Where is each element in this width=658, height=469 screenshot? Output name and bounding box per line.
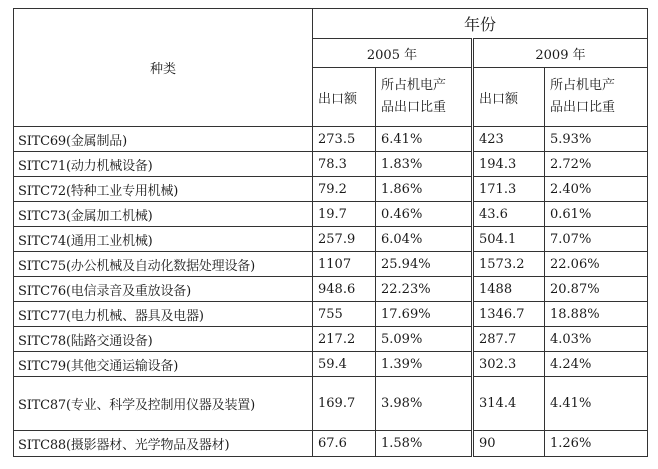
row-share-2005: 0.46% [376, 202, 473, 227]
row-export-2009: 90 [473, 431, 545, 457]
row-share-2009: 18.88% [545, 302, 648, 327]
table-row [14, 377, 648, 431]
row-export-2009: 504.1 [473, 227, 545, 252]
row-export-2009: 1346.7 [473, 302, 545, 327]
row-export-2005: 78.3 [313, 152, 376, 177]
header-export-value-2005: 出口额 [313, 68, 376, 127]
row-export-2005: 67.6 [313, 431, 376, 457]
row-share-2009: 7.07% [545, 227, 648, 252]
row-share-2009: 4.41% [545, 377, 648, 431]
row-export-2009: 1488 [473, 277, 545, 302]
header-share-2005 [376, 68, 473, 127]
row-export-2005: 19.7 [313, 202, 376, 227]
row-category: SITC78(陆路交通设备) [14, 327, 313, 352]
row-share-2009: 2.72% [545, 152, 648, 177]
export-table [13, 8, 648, 457]
table-row [14, 277, 648, 302]
header-share-2009 [545, 68, 648, 127]
table-row [14, 302, 648, 327]
row-export-2005: 169.7 [313, 377, 376, 431]
row-share-2005: 22.23% [376, 277, 473, 302]
table-row [14, 152, 648, 177]
row-share-2005: 1.39% [376, 352, 473, 377]
row-share-2009: 4.24% [545, 352, 648, 377]
row-share-2005: 5.09% [376, 327, 473, 352]
row-category: SITC88(摄影器材、光学物品及器材) [14, 431, 313, 457]
row-category: SITC79(其他交通运输设备) [14, 352, 313, 377]
header-category: 种类 [14, 9, 313, 127]
row-share-2009: 22.06% [545, 252, 648, 277]
row-category: SITC73(金属加工机械) [14, 202, 313, 227]
row-share-2009: 4.03% [545, 327, 648, 352]
header-row-year [14, 9, 648, 39]
row-category: SITC76(电信录音及重放设备) [14, 277, 313, 302]
row-category: SITC75(办公机械及自动化数据处理设备) [14, 252, 313, 277]
row-export-2009: 314.4 [473, 377, 545, 431]
row-export-2009: 171.3 [473, 177, 545, 202]
table-row [14, 252, 648, 277]
row-share-2005: 1.86% [376, 177, 473, 202]
table-body [14, 127, 648, 457]
row-share-2005: 6.04% [376, 227, 473, 252]
row-share-2005: 6.41% [376, 127, 473, 152]
row-category: SITC74(通用工业机械) [14, 227, 313, 252]
row-share-2009: 1.26% [545, 431, 648, 457]
row-category: SITC71(动力机械设备) [14, 152, 313, 177]
row-share-2005: 25.94% [376, 252, 473, 277]
row-export-2005: 755 [313, 302, 376, 327]
row-share-2009: 2.40% [545, 177, 648, 202]
row-export-2005: 59.4 [313, 352, 376, 377]
row-export-2009: 1573.2 [473, 252, 545, 277]
row-export-2005: 79.2 [313, 177, 376, 202]
row-export-2005: 948.6 [313, 277, 376, 302]
table-header [14, 9, 648, 127]
table-row [14, 227, 648, 252]
row-export-2009: 43.6 [473, 202, 545, 227]
header-share-line1: 所占机电产 [381, 78, 447, 93]
row-export-2005: 257.9 [313, 227, 376, 252]
header-year-2009: 2009 年 [473, 39, 648, 68]
row-share-2005: 1.83% [376, 152, 473, 177]
row-share-2005: 17.69% [376, 302, 473, 327]
header-year-2005: 2005 年 [313, 39, 473, 68]
table-row [14, 352, 648, 377]
row-export-2009: 423 [473, 127, 545, 152]
row-category: SITC77(电力机械、器具及电器) [14, 302, 313, 327]
row-export-2005: 273.5 [313, 127, 376, 152]
row-share-2009: 0.61% [545, 202, 648, 227]
row-category: SITC72(特种工业专用机械) [14, 177, 313, 202]
row-category: SITC69(金属制品) [14, 127, 313, 152]
row-export-2009: 194.3 [473, 152, 545, 177]
header-share-line2: 品出口比重 [550, 100, 616, 115]
row-export-2005: 1107 [313, 252, 376, 277]
header-share-line1: 所占机电产 [550, 78, 616, 93]
row-share-2009: 20.87% [545, 277, 648, 302]
row-share-2005: 1.58% [376, 431, 473, 457]
table-row [14, 177, 648, 202]
header-year: 年份 [313, 9, 648, 39]
row-share-2005: 3.98% [376, 377, 473, 431]
header-share-line2: 品出口比重 [381, 100, 447, 115]
row-category: SITC87(专业、科学及控制用仪器及装置) [14, 377, 313, 431]
row-export-2005: 217.2 [313, 327, 376, 352]
row-share-2009: 5.93% [545, 127, 648, 152]
table-row [14, 327, 648, 352]
table-row [14, 431, 648, 457]
table-row [14, 127, 648, 152]
row-export-2009: 287.7 [473, 327, 545, 352]
header-export-value-2009: 出口额 [473, 68, 545, 127]
table-row [14, 202, 648, 227]
row-export-2009: 302.3 [473, 352, 545, 377]
